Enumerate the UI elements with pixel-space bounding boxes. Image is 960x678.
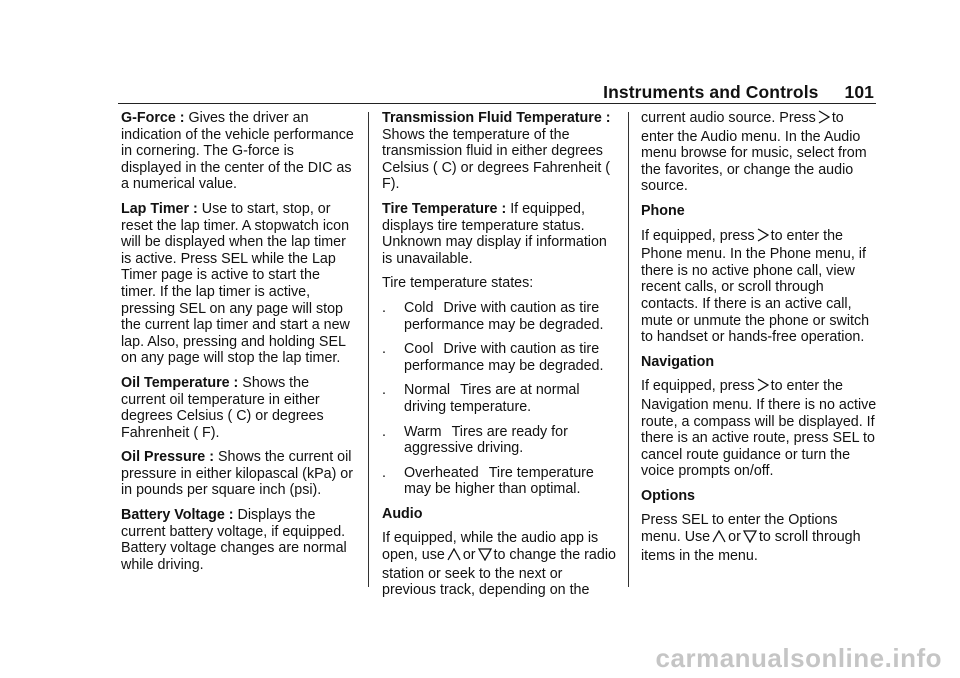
bullet-mark: . <box>382 382 386 399</box>
bullet-mark: . <box>382 341 386 358</box>
tiretemp-term: Tire Temperature : <box>382 200 507 217</box>
list-item <box>382 424 618 457</box>
gforce-term: G-Force : <box>121 110 185 126</box>
phone-heading: Phone <box>641 202 685 219</box>
options-heading: Options <box>641 487 696 504</box>
state-name: Cold <box>404 299 434 316</box>
state-desc: Tire temperature may be higher than optimal. <box>404 464 594 498</box>
thumbwheel-right-icon <box>757 378 769 397</box>
audio-cont-post: to enter the Audio menu. In the Audio menu browse for music, select from the favorites, or change the audio source. <box>641 110 867 195</box>
transtemp-term: Transmission Fluid Temperature : <box>382 110 611 126</box>
audio-or: or <box>462 547 476 564</box>
tire-states-intro: Tire temperature states: <box>382 275 534 292</box>
tiretemp-text: If equipped, displays tire temperature status. Unknown may display if information is unavailable. <box>382 200 607 267</box>
oiltemp-paragraph <box>121 375 357 441</box>
list-item <box>382 382 618 415</box>
page-number: 101 <box>844 82 874 102</box>
options-paragraph <box>641 512 877 564</box>
section-title: Instruments and Controls <box>603 82 819 102</box>
nav-pre: If equipped, press <box>641 378 755 395</box>
tiretemp-paragraph <box>382 201 618 267</box>
state-name: Overheated <box>404 464 479 481</box>
oilpress-text: Shows the current oil pressure in either kilopascal (kPa) or in pounds per square inch (psi). <box>121 449 354 499</box>
oilpress-term: Oil Pressure : <box>121 449 214 466</box>
thumbwheel-right-icon <box>818 110 830 129</box>
thumbwheel-right-icon <box>757 228 769 247</box>
audio-cont-pre: current audio source. Press <box>641 110 816 126</box>
transtemp-text: Shows the temperature of the transmission fluid in either degrees Celsius ( C) or degrees Fahrenheit ( F). <box>382 126 611 193</box>
column-3 <box>641 110 877 572</box>
oiltemp-text: Shows the current oil temperature in either degrees Celsius ( C) or degrees Fahrenheit ( F). <box>121 374 324 441</box>
gforce-text: Gives the driver an indication of the vehicle performance in cornering. The G-force is displayed in the center of the DIC as a numerical value. <box>121 110 354 193</box>
audio-text-pre: If equipped, while the audio app is open, use <box>382 530 599 564</box>
phone-paragraph <box>641 228 877 346</box>
column-divider-2 <box>628 112 629 587</box>
thumbwheel-down-icon <box>743 530 757 548</box>
navigation-paragraph <box>641 378 877 480</box>
navigation-heading: Navigation <box>641 353 715 370</box>
battery-paragraph <box>121 507 357 573</box>
thumbwheel-up-icon <box>447 548 461 566</box>
column-divider-1 <box>368 112 369 587</box>
laptimer-paragraph <box>121 201 357 367</box>
phone-pre: If equipped, press <box>641 227 755 244</box>
bullet-mark: . <box>382 423 386 440</box>
list-item <box>382 300 618 333</box>
laptimer-term: Lap Timer : <box>121 200 198 217</box>
options-or: or <box>728 529 741 546</box>
bullet-mark: . <box>382 464 386 481</box>
audio-continued <box>641 110 877 195</box>
options-pre: Press SEL to enter the Options menu. Use <box>641 512 838 546</box>
state-desc: Drive with caution as tire performance may be degraded. <box>404 341 604 374</box>
state-desc: Drive with caution as tire performance may be degraded. <box>404 299 604 333</box>
watermark-logo: carmanualsonline.info <box>655 643 942 673</box>
state-name: Cool <box>404 341 434 358</box>
gforce-paragraph <box>121 110 357 193</box>
page-header <box>603 82 874 103</box>
phone-post: to enter the Phone menu. In the Phone menu, if there is no active phone call, view recent calls, or scroll through contacts. If there is an active call, mute or unmute the phone or switch to handset or hands-free operation. <box>641 227 870 346</box>
laptimer-text: Use to start, stop, or reset the lap timer. A stopwatch icon will be displayed when the lap timer is active. Press SEL while the Lap Timer page is active to start the timer. If the lap timer is active, pressing SEL on any page will stop the current lap timer and start a new lap. Also, pressing and holding SEL on any page will stop the lap timer. <box>121 200 350 367</box>
column-1 <box>121 110 357 581</box>
options-post: to scroll through items in the menu. <box>641 529 861 564</box>
bullet-mark: . <box>382 299 386 316</box>
nav-post: to enter the Navigation menu. If there is no active route, a compass will be displayed. If there is an active route, press SEL to cancel route guidance or turn the voice prompts on/off. <box>641 378 877 480</box>
audio-text-post: to change the radio station or seek to the next or previous track, depending on the <box>382 547 616 599</box>
audio-heading: Audio <box>382 505 423 522</box>
thumbwheel-down-icon <box>478 548 492 566</box>
audio-paragraph <box>382 530 618 598</box>
state-desc: Tires are at normal driving temperature. <box>404 382 580 415</box>
battery-text: Displays the current battery voltage, if equipped. Battery voltage changes are normal while driving. <box>121 507 347 573</box>
transtemp-paragraph <box>382 110 618 193</box>
battery-term: Battery Voltage : <box>121 507 234 524</box>
state-desc: Tires are ready for aggressive driving. <box>404 423 568 457</box>
column-2 <box>382 110 618 607</box>
oilpress-paragraph <box>121 449 357 499</box>
oiltemp-term: Oil Temperature : <box>121 374 239 391</box>
thumbwheel-up-icon <box>712 530 726 548</box>
state-name: Warm <box>404 423 442 440</box>
state-name: Normal <box>404 382 451 399</box>
list-item <box>382 341 618 374</box>
header-rule <box>118 103 876 104</box>
list-item <box>382 465 618 498</box>
